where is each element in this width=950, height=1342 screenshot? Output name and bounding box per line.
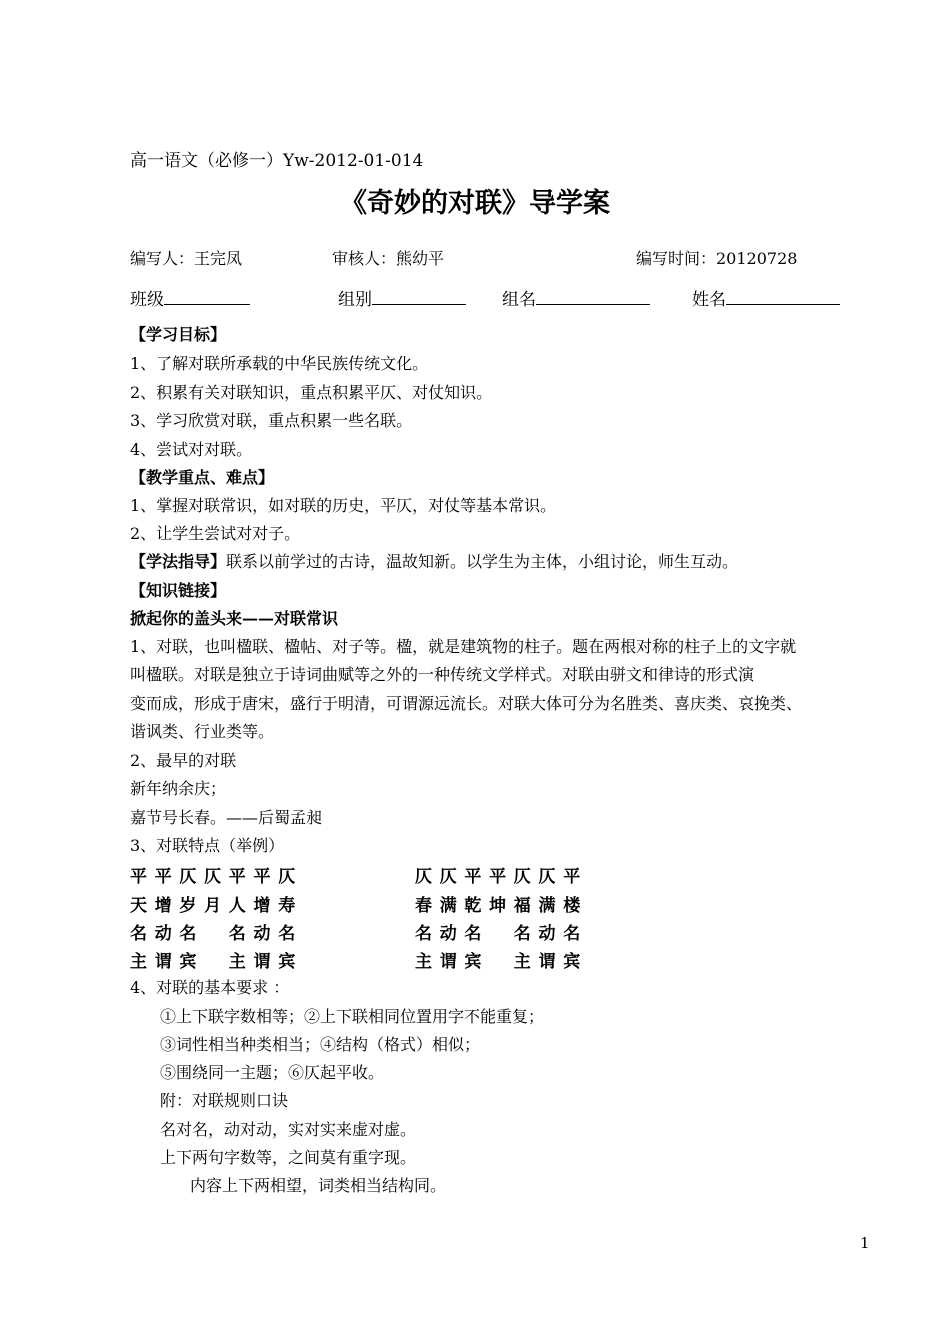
- grid-cell: 仄: [538, 867, 556, 887]
- key-points-heading: 【教学重点、难点】: [130, 468, 275, 487]
- paragraph-line: 1、对联，也叫楹联、楹帖、对子等。楹，就是建筑物的柱子。题在两根对称的柱子上的文字就: [130, 637, 797, 656]
- grid-cell: 谓: [154, 952, 172, 972]
- grid-cell: 仄: [179, 867, 197, 887]
- grid-cell: 岁: [179, 896, 197, 916]
- grid-cell: 增: [253, 896, 271, 916]
- grid-cell: 平: [489, 867, 507, 887]
- date-label: 编写时间：20120728: [636, 249, 798, 268]
- couplet-line: 新年纳余庆；: [130, 779, 227, 798]
- grid-cell: 名: [513, 924, 531, 944]
- grid-cell: 平: [464, 867, 482, 887]
- link-heading: 【知识链接】: [130, 581, 227, 600]
- grid-cell: 谓: [439, 952, 457, 972]
- features-heading: 3、对联特点（举例）: [130, 836, 285, 855]
- grid-cell: 平: [130, 867, 147, 887]
- grid-cell: 仄: [204, 867, 222, 887]
- goal-item: 4、尝试对对联。: [130, 440, 253, 459]
- page-number: 1: [860, 1234, 870, 1252]
- grid-cell: 仄: [278, 867, 296, 887]
- page-title: 《奇妙的对联》导学案: [340, 188, 610, 219]
- key-point-item: 2、让学生尝试对对子。: [130, 524, 301, 543]
- name-label: 姓名: [692, 290, 726, 310]
- grid-cell: 名: [228, 924, 246, 944]
- paragraph-line: 变而成，形成于唐宋，盛行于明清，可谓源远流长。对联大体可分为名胜类、喜庆类、哀挽类、: [130, 694, 803, 713]
- grid-cell: 宾: [278, 952, 296, 972]
- grid-cell: 平: [228, 867, 246, 887]
- grid-cell: 乾: [464, 896, 482, 916]
- grid-cell: 仄: [513, 867, 531, 887]
- document-code: 高一语文（必修一）Yw-2012-01-014: [130, 151, 424, 171]
- grid-cell: 名: [464, 924, 482, 944]
- rule-line: 内容上下两相望，词类相当结构同。: [190, 1176, 447, 1195]
- requirement-item: ①上下联字数相等；②上下联相同位置用字不能重复；: [160, 1007, 545, 1026]
- grid-cell: 宾: [464, 952, 482, 972]
- grid-cell: 名: [130, 924, 147, 944]
- grid-cell: 满: [538, 896, 556, 916]
- grid-cell: 仄: [415, 867, 432, 887]
- grid-cell: 谓: [253, 952, 271, 972]
- method-line: [130, 549, 738, 572]
- grid-cell: 谓: [538, 952, 556, 972]
- grid-cell: 动: [154, 924, 172, 944]
- couplet-line: 嘉节号长春。——后蜀孟昶: [130, 808, 323, 827]
- grid-cell: 主: [228, 952, 246, 972]
- grid-cell: 月: [204, 896, 222, 916]
- requirement-item: ③词性相当种类相当；④结构（格式）相似；: [160, 1035, 481, 1054]
- grid-cell: 增: [154, 896, 172, 916]
- grid-cell: 名: [179, 924, 197, 944]
- group-no-field[interactable]: [338, 285, 466, 310]
- requirements-heading: 4、对联的基本要求 ：: [130, 978, 290, 997]
- grid-cell: 楼: [563, 896, 581, 916]
- grid-cell: 名: [278, 924, 296, 944]
- group-name-field[interactable]: [502, 285, 650, 310]
- grid-cell: 福: [513, 896, 531, 916]
- group-no-label: 组别: [338, 290, 372, 310]
- grid-cell: 仄: [439, 867, 457, 887]
- name-field[interactable]: [692, 285, 840, 310]
- method-text: 联系以前学过的古诗，温故知新。以学生为主体，小组讨论，师生互动。: [226, 552, 739, 571]
- editor-label: 编写人：王完凤: [130, 249, 243, 268]
- group-name-label: 组名: [502, 290, 536, 310]
- class-label: 班级: [130, 290, 164, 310]
- grid-cell: 动: [439, 924, 457, 944]
- goals-heading: 【学习目标】: [130, 325, 227, 344]
- grid-cell: 名: [415, 924, 432, 944]
- grid-cell: 动: [538, 924, 556, 944]
- grid-cell: 主: [415, 952, 432, 972]
- grid-cell: 主: [513, 952, 531, 972]
- grid-cell: 坤: [489, 896, 507, 916]
- grid-cell: 平: [154, 867, 172, 887]
- earliest-heading: 2、最早的对联: [130, 751, 237, 770]
- requirement-item: ⑤围绕同一主题；⑥仄起平收。: [160, 1063, 385, 1082]
- grid-cell: 宾: [179, 952, 197, 972]
- key-point-item: 1、掌握对联常识，如对联的历史，平仄，对仗等基本常识。: [130, 496, 557, 515]
- grid-cell: 寿: [278, 896, 296, 916]
- goal-item: 1、了解对联所承载的中华民族传统文化。: [130, 354, 429, 373]
- grid-cell: 主: [130, 952, 147, 972]
- rule-line: 名对名，动对动，实对实来虚对虚。: [160, 1120, 417, 1139]
- grid-cell: 春: [415, 896, 432, 916]
- paragraph-line: 叫楹联。对联是独立于诗词曲赋等之外的一种传统文学样式。对联由骈文和律诗的形式演: [130, 665, 755, 684]
- reviewer-label: 审核人：熊幼平: [332, 249, 445, 268]
- class-field[interactable]: [130, 285, 250, 310]
- paragraph-line: 谐讽类、行业类等。: [130, 722, 275, 741]
- grid-cell: 平: [563, 867, 581, 887]
- grid-cell: 名: [563, 924, 581, 944]
- grid-cell: 人: [228, 896, 246, 916]
- link-subheading: 掀起你的盖头来——对联常识: [130, 609, 339, 628]
- grid-cell: 满: [439, 896, 457, 916]
- method-heading: 【学法指导】: [130, 552, 227, 571]
- grid-cell: 动: [253, 924, 271, 944]
- grid-cell: 宾: [563, 952, 581, 972]
- goal-item: 3、学习欣赏对联，重点积累一些名联。: [130, 411, 413, 430]
- grid-cell: 天: [130, 896, 147, 916]
- grid-cell: 平: [253, 867, 271, 887]
- rule-heading: 附：对联规则口诀: [160, 1091, 289, 1110]
- rule-line: 上下两句字数等，之间莫有重字现。: [160, 1148, 417, 1167]
- goal-item: 2、积累有关对联知识，重点积累平仄、对仗知识。: [130, 383, 493, 402]
